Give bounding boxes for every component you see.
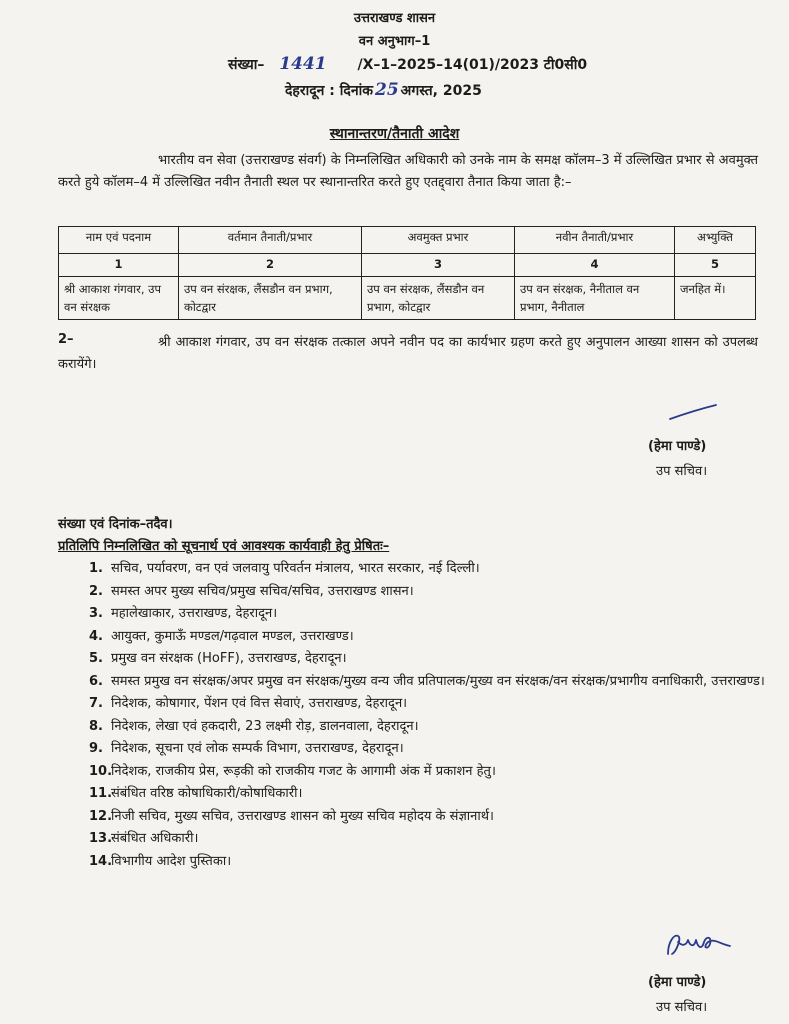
cell-remarks: जनहित में। <box>675 277 756 320</box>
copy-recipient-list <box>89 558 771 873</box>
list-item-text: आयुक्त, कुमाऊँ मण्डल/गढ़वाल मण्डल, उत्तराखण्ड। <box>111 628 354 644</box>
list-item <box>89 806 771 829</box>
list-item-text: निदेशक, कोषागार, पेंशन एवं वित्त सेवाएं, उत्तराखण्ड, देहरादून। <box>111 696 408 711</box>
list-item-text: निदेशक, राजकीय प्रेस, रूड़की को राजकीय गजट के आगामी अंक में प्रकाशन हेतु। <box>111 763 496 779</box>
header-remarks: अभ्युक्ति <box>675 227 756 254</box>
list-item-text: समस्त प्रमुख वन संरक्षक/अपर प्रमुख वन संरक्षक/मुख्य वन्य जीव प्रतिपालक/मुख्य वन संरक्षक/वन संरक्षक/प्रभागीय वनाधिकारी, उत्तराखण्ड। <box>111 673 765 689</box>
para2-text: श्री आकाश गंगवार, उप वन संरक्षक तत्काल अपने नवीन पद का कार्यभार ग्रहण करते हुए अनुपालन आख्या शासन को उपलब्ध करायेंगे। <box>58 335 758 372</box>
list-item-text: महालेखाकार, उत्तराखण्ड, देहरादून। <box>111 606 278 621</box>
number-label: संख्या– <box>228 57 265 73</box>
signatory-name: (हेमा पाण्डे) <box>648 439 707 454</box>
list-item <box>89 671 771 694</box>
list-item-number: 9. <box>89 741 103 756</box>
list-item-text: विभागीय आदेश पुस्तिका। <box>111 853 232 869</box>
signatory-designation: उप सचिव। <box>656 464 708 479</box>
order-number <box>228 54 587 74</box>
order-title: स्थानान्तरण/तैनाती आदेश <box>329 126 460 142</box>
copy-reference: संख्या एवं दिनांक–तदैव। <box>58 517 173 532</box>
list-item-number: 13. <box>89 831 113 846</box>
list-item-number: 3. <box>89 606 103 621</box>
list-item <box>89 558 771 581</box>
header-current-posting: वर्तमान तैनाती/प्रभार <box>179 227 362 254</box>
signature-stroke-icon <box>666 402 720 424</box>
list-item-number: 5. <box>89 651 103 666</box>
list-item-text: सचिव, पर्यावरण, वन एवं जलवायु परिवर्तन मंत्रालय, भारत सरकार, नई दिल्ली। <box>111 561 480 576</box>
order-date <box>285 80 482 100</box>
list-item <box>89 603 771 626</box>
cell-relieved-charge: उप वन संरक्षक, लैंसडौन वन प्रभाग, कोटद्वार <box>362 277 515 320</box>
signature-icon <box>660 928 740 962</box>
list-item <box>89 828 771 851</box>
list-item-text: संबंधित अधिकारी। <box>111 831 199 846</box>
list-item-text: समस्त अपर मुख्य सचिव/प्रमुख सचिव/सचिव, उत्तराखण्ड शासन। <box>111 583 414 599</box>
section-name: वन अनुभाग–1 <box>358 34 431 49</box>
list-item-number: 11. <box>89 786 113 801</box>
copy-heading: प्रतिलिपि निम्नलिखित को सूचनार्थ एवं आवश्यक कार्यवाही हेतु प्रेषितः– <box>58 539 390 554</box>
signatory-name-2: (हेमा पाण्डे) <box>648 975 707 990</box>
col-number: 1 <box>59 254 179 277</box>
list-item-number: 7. <box>89 696 103 711</box>
table-header-row <box>59 227 756 254</box>
list-item <box>89 783 771 806</box>
header-relieved-charge: अवमुक्त प्रभार <box>362 227 515 254</box>
col-number: 4 <box>515 254 675 277</box>
handwritten-number: 1441 <box>279 54 327 74</box>
cell-current-posting: उप वन संरक्षक, लैंसडौन वन प्रभाग, कोटद्वार <box>179 277 362 320</box>
list-item-number: 14. <box>89 853 113 869</box>
number-suffix: /X–1–2025–14(01)/2023 टी0सी0 <box>357 57 588 73</box>
list-item-number: 6. <box>89 673 103 689</box>
list-item-number: 12. <box>89 808 113 824</box>
header-name: नाम एवं पदनाम <box>59 227 179 254</box>
list-item-text: संबंधित वरिष्ठ कोषाधिकारी/कोषाधिकारी। <box>111 786 303 801</box>
col-number: 3 <box>362 254 515 277</box>
header-new-posting: नवीन तैनाती/प्रभार <box>515 227 675 254</box>
intro-paragraph: भारतीय वन सेवा (उत्तराखण्ड संवर्ग) के निम्नलिखित अधिकारी को उनके नाम के समक्ष कॉलम–3 में उल्लिखित प्रभार से अवमुक्त करते हुये कॉलम–4 में उल्लिखित नवीन तैनाती स्थल पर स्थानान्तरित करते हुए एतद्द्वारा तैनात किया जाता है:– <box>58 153 758 190</box>
para2-number: 2– <box>58 332 74 347</box>
signatory-designation-2: उप सचिव। <box>656 1000 708 1015</box>
govt-name: उत्तराखण्ड शासन <box>353 11 436 26</box>
transfer-table <box>58 226 756 320</box>
list-item <box>89 738 771 761</box>
list-item-number: 1. <box>89 561 103 576</box>
list-item <box>89 851 771 874</box>
list-item <box>89 761 771 784</box>
list-item-number: 10. <box>89 763 113 779</box>
list-item-text: प्रमुख वन संरक्षक (HoFF), उत्तराखण्ड, देहरादून। <box>111 651 347 666</box>
list-item <box>89 581 771 604</box>
list-item-text: निजी सचिव, मुख्य सचिव, उत्तराखण्ड शासन को मुख्य सचिव महोदय के संज्ञानार्थ। <box>111 808 494 824</box>
table-number-row <box>59 254 756 277</box>
cell-new-posting: उप वन संरक्षक, नैनीताल वन प्रभाग, नैनीताल <box>515 277 675 320</box>
list-item-text: निदेशक, सूचना एवं लोक सम्पर्क विभाग, उत्तराखण्ड, देहरादून। <box>111 741 404 756</box>
list-item <box>89 626 771 649</box>
date-rest: अगस्त, 2025 <box>400 83 482 99</box>
date-label: देहरादून : दिनांक <box>285 83 373 99</box>
col-number: 2 <box>179 254 362 277</box>
list-item-number: 4. <box>89 628 103 644</box>
list-item-number: 8. <box>89 718 103 734</box>
list-item <box>89 648 771 671</box>
cell-name: श्री आकाश गंगवार, उप वन संरक्षक <box>59 277 179 320</box>
list-item-number: 2. <box>89 583 103 599</box>
handwritten-day: 25 <box>374 80 399 100</box>
table-row <box>59 277 756 320</box>
list-item <box>89 693 771 716</box>
list-item-text: निदेशक, लेखा एवं हकदारी, 23 लक्ष्मी रोड़, डालनवाला, देहरादून। <box>111 718 419 734</box>
col-number: 5 <box>675 254 756 277</box>
list-item <box>89 716 771 739</box>
